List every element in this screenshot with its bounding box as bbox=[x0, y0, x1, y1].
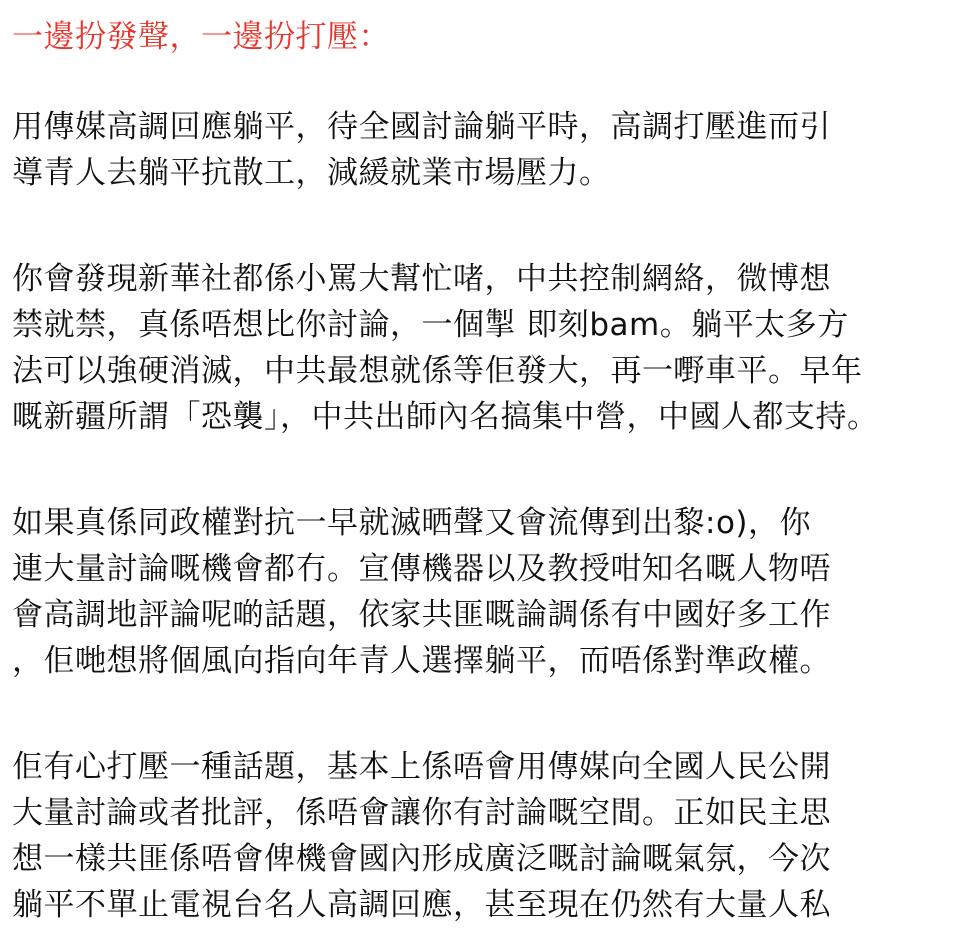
text-line: 導青人去躺平抗散工，減緩就業市場壓力。 bbox=[12, 155, 611, 191]
text-line: 躺平不單止電視台名人高調回應，甚至現在仍然有大量人私 bbox=[12, 887, 831, 923]
spacer bbox=[12, 684, 972, 744]
text-line: ，佢哋想將個風向指向年青人選擇躺平，而唔係對準政權。 bbox=[12, 643, 831, 679]
spacer bbox=[12, 60, 972, 104]
text-line: 連大量討論嘅機會都冇。宣傳機器以及教授咁知名嘅人物唔 bbox=[12, 551, 831, 587]
text-line: 禁就禁，真係唔想比你討論，一個掣 即刻bam。躺平太多方 bbox=[12, 307, 849, 343]
article-body bbox=[12, 0, 972, 928]
paragraph-3 bbox=[12, 500, 972, 684]
text-line: 嘅新疆所謂「恐襲」，中共出師內名搞集中營，中國人都支持。 bbox=[12, 399, 879, 435]
spacer bbox=[12, 440, 972, 500]
text-line: 法可以強硬消滅，中共最想就係等佢發大，再一嘢車平。早年 bbox=[12, 353, 863, 389]
paragraph-1 bbox=[12, 104, 972, 196]
text-line: 會高調地評論呢啲話題，依家共匪嘅論調係有中國好多工作 bbox=[12, 597, 831, 633]
paragraph-4 bbox=[12, 744, 972, 928]
text-line: 佢有心打壓一種話題，基本上係唔會用傳媒向全國人民公開 bbox=[12, 749, 831, 785]
section-heading: 一邊扮發聲，一邊扮打壓： bbox=[12, 19, 390, 55]
text-line: 如果真係同政權對抗一早就滅晒聲又會流傳到出黎:o)，你 bbox=[12, 505, 812, 541]
spacer bbox=[12, 196, 972, 256]
text-line: 想一樣共匪係唔會俾機會國內形成廣泛嘅討論嘅氣氛，今次 bbox=[12, 841, 831, 877]
text-line: 你會發現新華社都係小罵大幫忙啫，中共控制網絡，微博想 bbox=[12, 261, 831, 297]
text-line: 大量討論或者批評，係唔會讓你有討論嘅空間。正如民主思 bbox=[12, 795, 831, 831]
text-line: 用傳媒高調回應躺平，待全國討論躺平時，高調打壓進而引 bbox=[12, 109, 831, 145]
paragraph-2 bbox=[12, 256, 972, 440]
